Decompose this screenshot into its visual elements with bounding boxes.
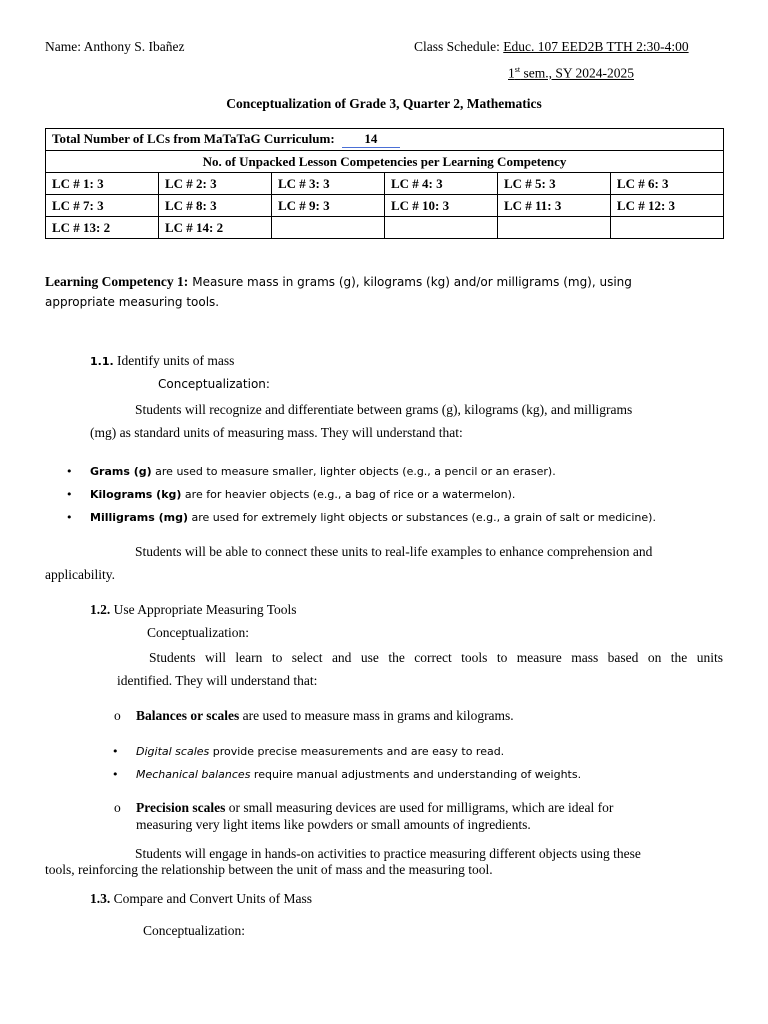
mechanical-balances-text: require manual adjustments and understanding of weights. <box>250 768 582 781</box>
section-1-2-closing <box>45 846 724 878</box>
document-title: Conceptualization of Grade 3, Quarter 2, Mathematics <box>226 96 542 111</box>
table-cell: LC # 11: 3 <box>497 195 610 217</box>
mechanical-balances-term: Mechanical balances <box>136 768 251 781</box>
bullet-text: are used to measure smaller, lighter objects (e.g., a pencil or an eraser). <box>151 465 556 478</box>
section-1-1-concept-label: Conceptualization: <box>158 377 270 391</box>
section-1-1-number: 1.1. <box>90 355 114 368</box>
list-item: o Precision scales or small measuring devices are used for milligrams, which are ideal for measuring very light items like powders or small amounts of ingredients. <box>114 800 614 832</box>
lc-summary-table <box>45 128 724 239</box>
scales-sub-list <box>112 740 581 786</box>
section-1-3-number: 1.3. <box>90 891 111 906</box>
section-1-2-paragraph <box>117 646 723 692</box>
table-cell: LC # 3: 3 <box>271 173 384 195</box>
section-1-2-concept-label: Conceptualization: <box>147 625 249 640</box>
total-lc-cell <box>46 129 724 151</box>
class-schedule-line <box>414 39 689 55</box>
balances-term: Balances or scales <box>136 708 240 723</box>
table-cell: LC # 12: 3 <box>610 195 723 217</box>
list-item: • Digital scales provide precise measurements and are easy to read. <box>112 745 505 758</box>
table-subheader-row <box>46 151 724 173</box>
table-row <box>46 217 724 239</box>
bullet-term: Milligrams (mg) <box>90 511 188 524</box>
section-1-3-title: Compare and Convert Units of Mass <box>113 891 312 906</box>
section-1-1-title: Identify units of mass <box>117 353 235 368</box>
lc1-text-line1: Measure mass in grams (g), kilograms (kg) and/or milligrams (mg), using <box>192 275 632 289</box>
table-cell <box>610 217 723 239</box>
lc1-label: Learning Competency 1: <box>45 274 189 289</box>
table-row <box>46 195 724 217</box>
section-1-3-heading <box>90 891 312 907</box>
name-label: Name: <box>45 39 81 54</box>
section-1-1-para-line1: Students will recognize and differentiate between grams (g), kilograms (kg), and milligrams <box>135 402 633 417</box>
semester-ordinal: 1 <box>508 65 515 81</box>
precision-scales-term: Precision scales <box>136 800 226 815</box>
precision-scales-text-line2: measuring very light items like powders or small amounts of ingredients. <box>136 817 531 832</box>
lc1-text-line2: appropriate measuring tools. <box>45 295 220 309</box>
section-1-1-para-line2: (mg) as standard units of measuring mass. They will understand that: <box>90 425 463 440</box>
list-item: o Balances or scales are used to measure mass in grams and kilograms. <box>114 708 514 723</box>
section-1-2-closing-line1: Students will engage in hands-on activities to practice measuring different objects using these <box>135 846 641 861</box>
table-cell: LC # 14: 2 <box>158 217 271 239</box>
section-1-2-closing-line2: tools, reinforcing the relationship between the unit of mass and the measuring tool. <box>45 862 493 877</box>
semester-line <box>508 65 634 82</box>
table-cell: LC # 6: 3 <box>610 173 723 195</box>
table-subheader: No. of Unpacked Lesson Competencies per Learning Competency <box>46 151 724 173</box>
balances-text: are used to measure mass in grams and kilograms. <box>239 708 514 723</box>
section-1-2-number: 1.2. <box>90 602 111 617</box>
table-row <box>46 173 724 195</box>
units-bullet-list <box>66 460 656 529</box>
table-cell: LC # 2: 3 <box>158 173 271 195</box>
table-cell: LC # 5: 3 <box>497 173 610 195</box>
student-name-line <box>45 39 185 55</box>
section-1-3-concept-label: Conceptualization: <box>143 923 245 938</box>
list-item: • Milligrams (mg) are used for extremely light objects or substances (e.g., a grain of salt or medicine). <box>66 511 656 524</box>
table-cell: LC # 7: 3 <box>46 195 159 217</box>
digital-scales-term: Digital scales <box>136 745 210 758</box>
total-lc-label: Total Number of LCs from MaTaTaG Curriculum: <box>52 131 335 146</box>
bullet-term: Grams (g) <box>90 465 152 478</box>
list-item: • Grams (g) are used to measure smaller, lighter objects (e.g., a pencil or an eraser). <box>66 465 556 478</box>
table-cell: LC # 10: 3 <box>384 195 497 217</box>
section-1-1-closing-line1: Students will be able to connect these units to real-life examples to enhance comprehension and <box>135 544 653 559</box>
table-total-row <box>46 129 724 151</box>
table-cell <box>497 217 610 239</box>
lc1-block <box>45 272 632 312</box>
bullet-text: are for heavier objects (e.g., a bag of rice or a watermelon). <box>181 488 516 501</box>
section-1-2-heading <box>90 602 297 618</box>
section-1-2-title: Use Appropriate Measuring Tools <box>113 602 297 617</box>
section-1-1-closing <box>45 540 724 586</box>
section-1-1-heading <box>90 353 234 369</box>
schedule-label: Class Schedule: <box>414 39 500 54</box>
table-cell: LC # 4: 3 <box>384 173 497 195</box>
table-cell: LC # 9: 3 <box>271 195 384 217</box>
section-1-2-para-line1: Students will learn to select and use the correct tools to measure mass based on the units <box>149 650 723 665</box>
table-cell: LC # 8: 3 <box>158 195 271 217</box>
schedule-value: Educ. 107 EED2B TTH 2:30-4:00 <box>503 39 689 54</box>
table-cell <box>384 217 497 239</box>
bullet-text: are used for extremely light objects or substances (e.g., a grain of salt or medicine). <box>187 511 656 524</box>
digital-scales-text: provide precise measurements and are easy to read. <box>209 745 505 758</box>
section-1-1-closing-line2: applicability. <box>45 567 115 582</box>
precision-scales-text-line1: or small measuring devices are used for milligrams, which are ideal for <box>225 800 614 815</box>
total-lc-value: 14 <box>342 131 400 148</box>
table-cell <box>271 217 384 239</box>
table-cell: LC # 13: 2 <box>46 217 159 239</box>
semester-year: sem., SY 2024-2025 <box>520 65 634 81</box>
table-cell: LC # 1: 3 <box>46 173 159 195</box>
section-1-1-paragraph <box>90 398 724 444</box>
semester-ordinal-suffix: st <box>514 65 521 74</box>
list-item: • Mechanical balances require manual adjustments and understanding of weights. <box>112 768 582 781</box>
bullet-term: Kilograms (kg) <box>90 488 182 501</box>
section-1-2-para-line2: identified. They will understand that: <box>117 673 318 688</box>
list-item: • Kilograms (kg) are for heavier objects (e.g., a bag of rice or a watermelon). <box>66 488 516 501</box>
name-value: Anthony S. Ibañez <box>83 39 185 54</box>
